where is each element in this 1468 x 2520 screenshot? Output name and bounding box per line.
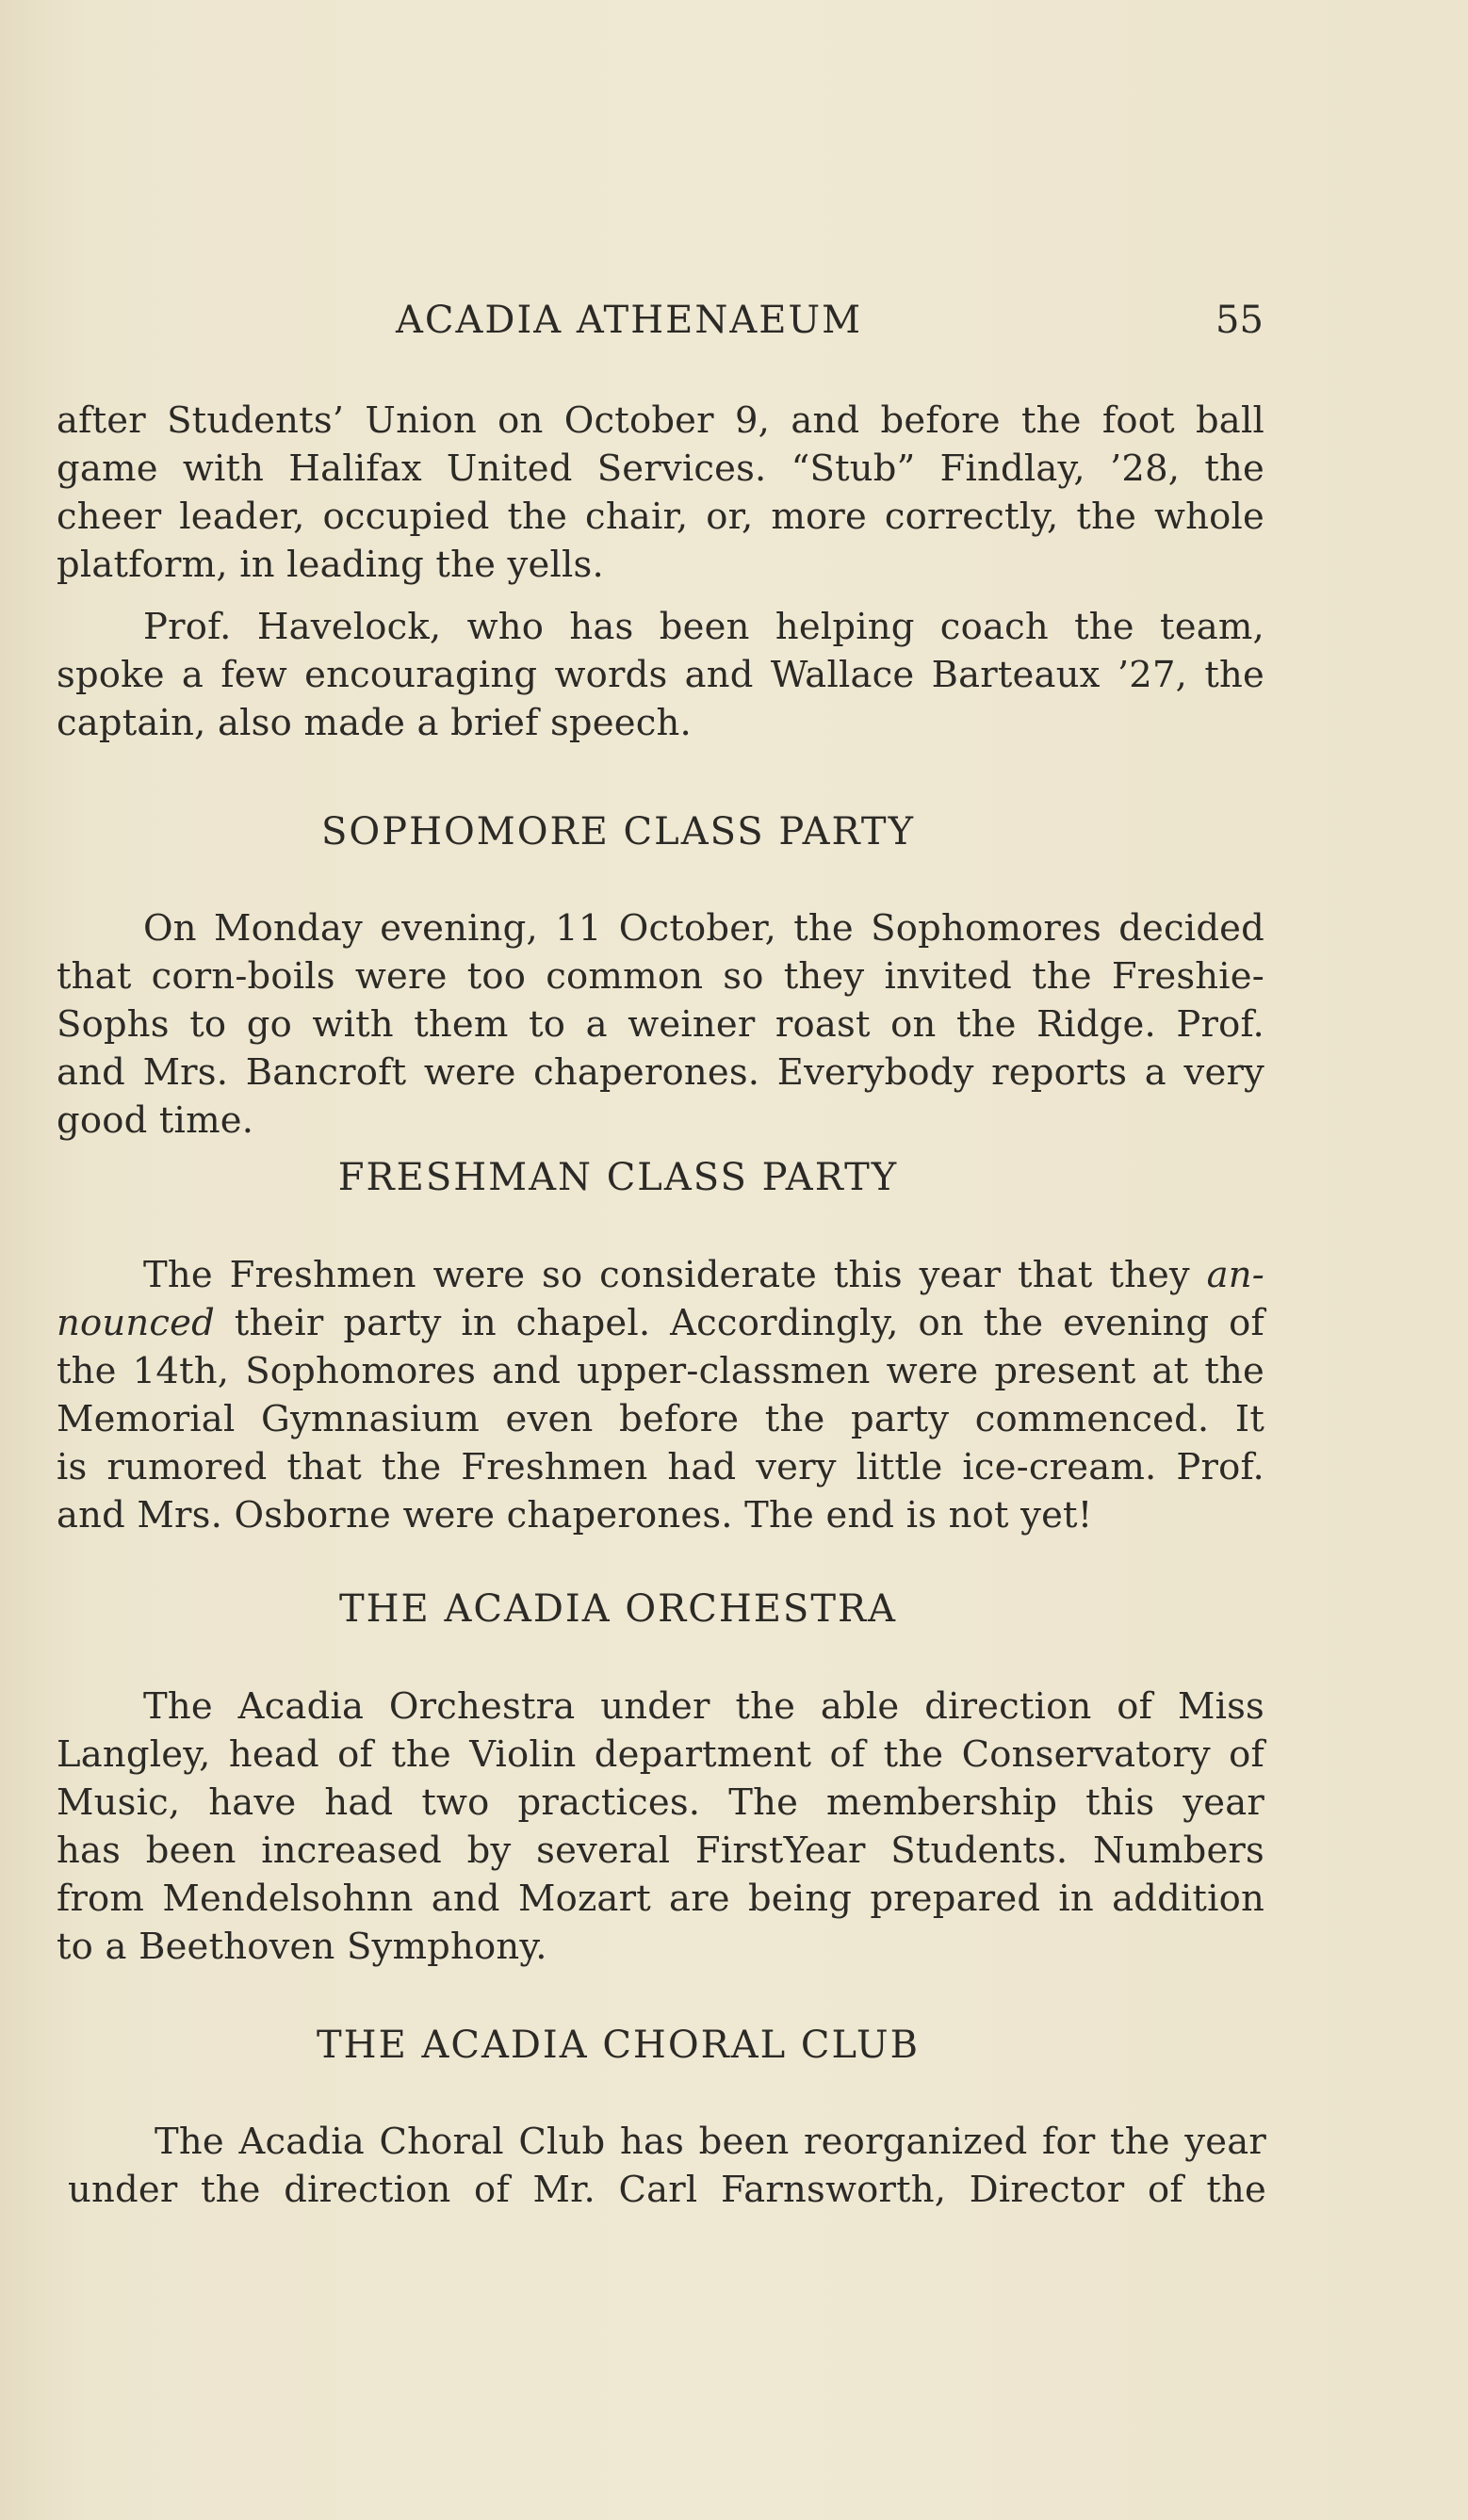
text-line bbox=[57, 1251, 1264, 1299]
text-line: that corn-boils were too common so they invited the Freshie- bbox=[57, 955, 1264, 998]
paragraph-freshman-party bbox=[57, 1251, 1264, 1539]
text-line: Memorial Gymnasium even before the party commenced. It bbox=[57, 1398, 1264, 1440]
text-line: platform, in leading the yells. bbox=[57, 544, 604, 586]
text-line: Prof. Havelock, who has been helping coach the team, bbox=[143, 606, 1264, 648]
running-head bbox=[0, 294, 1468, 347]
text-line: under the direction of Mr. Carl Farnsworth, Director of the bbox=[68, 2169, 1266, 2211]
text-line: spoke a few encouraging words and Wallace Barteaux ’27, the bbox=[57, 654, 1264, 696]
text-line: and Mrs. Osborne were chaperones. The end is not yet! bbox=[57, 1494, 1093, 1536]
section-sophomore-heading-wrap bbox=[0, 805, 1236, 858]
text-line: the 14th, Sophomores and upper-classmen were present at the bbox=[57, 1350, 1264, 1392]
text-line: The Acadia Choral Club has been reorganized for the year bbox=[155, 2121, 1266, 2163]
text-line: is rumored that the Freshmen had very little ice-cream. Prof. bbox=[57, 1446, 1264, 1488]
paragraph-orchestra bbox=[57, 1683, 1264, 1971]
section-freshman-heading-wrap bbox=[0, 1151, 1236, 1204]
text-line: Sophs to go with them to a weiner roast on the Ridge. Prof. bbox=[57, 1003, 1264, 1046]
text-line: game with Halifax United Services. “Stub” Findlay, ’28, the bbox=[57, 447, 1264, 490]
section-heading: THE ACADIA ORCHESTRA bbox=[338, 1587, 897, 1631]
text-line: Langley, head of the Violin department of the Conservatory of bbox=[57, 1733, 1264, 1776]
text-line: from Mendelsohnn and Mozart are being prepared in addition bbox=[57, 1878, 1264, 1920]
text-line: cheer leader, occupied the chair, or, more correctly, the whole bbox=[57, 496, 1264, 538]
text-line: and Mrs. Bancroft were chaperones. Everybody reports a very bbox=[57, 1051, 1264, 1094]
italic-text: an- bbox=[1206, 1254, 1264, 1296]
text-line: Music, have had two practices. The membership this year bbox=[57, 1781, 1264, 1824]
text-line: captain, also made a brief speech. bbox=[57, 702, 692, 744]
section-heading: THE ACADIA CHORAL CLUB bbox=[317, 2024, 920, 2067]
text-line: has been increased by several FirstYear Students. Numbers bbox=[57, 1829, 1264, 1872]
section-heading: SOPHOMORE CLASS PARTY bbox=[320, 810, 916, 854]
running-title: ACADIA ATHENAEUM bbox=[396, 299, 863, 342]
paragraph-union-meeting bbox=[57, 397, 1264, 589]
text-line: good time. bbox=[57, 1099, 254, 1142]
text-line: The Acadia Orchestra under the able direction of Miss bbox=[143, 1685, 1264, 1728]
page-number: 55 bbox=[1215, 299, 1264, 342]
paragraph-choral-club bbox=[68, 2118, 1266, 2214]
section-orchestra-heading-wrap bbox=[0, 1583, 1236, 1635]
section-choral-heading-wrap bbox=[0, 2019, 1236, 2072]
text-span: their party in chapel. Accordingly, on the evening of bbox=[214, 1302, 1264, 1344]
text-line: On Monday evening, 11 October, the Sophomores decided bbox=[143, 907, 1264, 950]
section-heading: FRESHMAN CLASS PARTY bbox=[337, 1156, 899, 1199]
text-line bbox=[57, 1299, 1264, 1347]
text-line: after Students’ Union on October 9, and before the foot ball bbox=[57, 399, 1264, 442]
italic-text: nounced bbox=[57, 1302, 215, 1344]
text-span: The Freshmen were so considerate this year that they bbox=[143, 1254, 1207, 1296]
paragraph-sophomore-party bbox=[57, 904, 1264, 1145]
paragraph-havelock bbox=[57, 603, 1264, 747]
text-line: to a Beethoven Symphony. bbox=[57, 1926, 547, 1968]
